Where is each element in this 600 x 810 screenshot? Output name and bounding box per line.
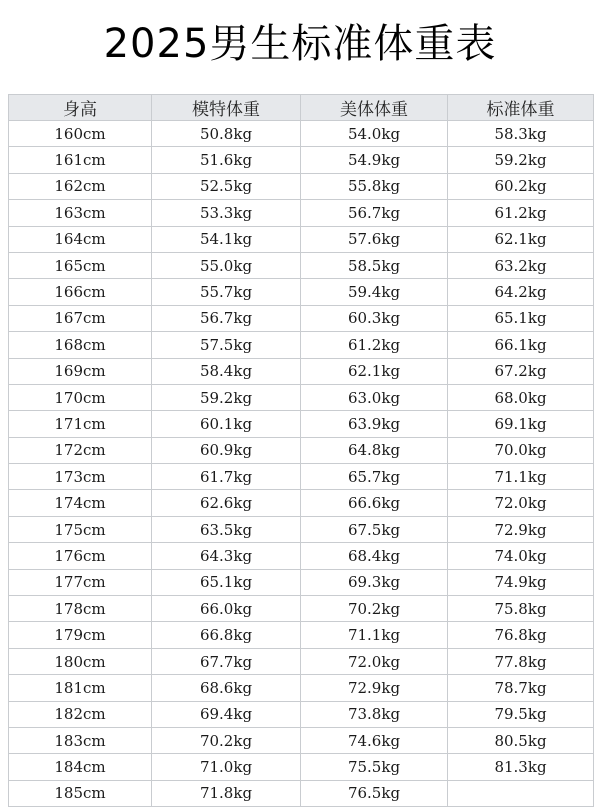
table-row <box>9 332 594 358</box>
height-cell: 183cm <box>9 727 152 753</box>
standard-weight-cell: 68.0kg <box>448 384 594 410</box>
fit-weight-cell: 64.8kg <box>301 437 448 463</box>
fit-weight-cell: 68.4kg <box>301 543 448 569</box>
header-model-weight: 模特体重 <box>152 95 301 121</box>
height-cell: 160cm <box>9 121 152 147</box>
standard-weight-cell: 66.1kg <box>448 332 594 358</box>
table-row <box>9 279 594 305</box>
fit-weight-cell: 62.1kg <box>301 358 448 384</box>
fit-weight-cell: 61.2kg <box>301 332 448 358</box>
table-row <box>9 490 594 516</box>
table-row <box>9 305 594 331</box>
model-weight-cell: 66.0kg <box>152 596 301 622</box>
table-row <box>9 543 594 569</box>
table-row <box>9 358 594 384</box>
fit-weight-cell: 66.6kg <box>301 490 448 516</box>
standard-weight-cell: 62.1kg <box>448 226 594 252</box>
standard-weight-cell: 75.8kg <box>448 596 594 622</box>
weight-table-container <box>8 94 593 807</box>
header-height: 身高 <box>9 95 152 121</box>
model-weight-cell: 60.1kg <box>152 411 301 437</box>
standard-weight-cell: 79.5kg <box>448 701 594 727</box>
header-standard-weight: 标准体重 <box>448 95 594 121</box>
height-cell: 181cm <box>9 675 152 701</box>
height-cell: 185cm <box>9 780 152 806</box>
fit-weight-cell: 58.5kg <box>301 252 448 278</box>
model-weight-cell: 58.4kg <box>152 358 301 384</box>
fit-weight-cell: 76.5kg <box>301 780 448 806</box>
height-cell: 168cm <box>9 332 152 358</box>
table-row <box>9 464 594 490</box>
model-weight-cell: 68.6kg <box>152 675 301 701</box>
table-row <box>9 226 594 252</box>
fit-weight-cell: 65.7kg <box>301 464 448 490</box>
standard-weight-cell: 74.0kg <box>448 543 594 569</box>
height-cell: 180cm <box>9 648 152 674</box>
height-cell: 161cm <box>9 147 152 173</box>
standard-weight-cell: 58.3kg <box>448 121 594 147</box>
model-weight-cell: 62.6kg <box>152 490 301 516</box>
height-cell: 165cm <box>9 252 152 278</box>
height-cell: 162cm <box>9 173 152 199</box>
model-weight-cell: 56.7kg <box>152 305 301 331</box>
height-cell: 163cm <box>9 200 152 226</box>
height-cell: 172cm <box>9 437 152 463</box>
standard-weight-cell: 63.2kg <box>448 252 594 278</box>
fit-weight-cell: 72.9kg <box>301 675 448 701</box>
fit-weight-cell: 56.7kg <box>301 200 448 226</box>
standard-weight-cell: 65.1kg <box>448 305 594 331</box>
weight-table <box>8 94 594 807</box>
model-weight-cell: 65.1kg <box>152 569 301 595</box>
height-cell: 169cm <box>9 358 152 384</box>
standard-weight-cell: 60.2kg <box>448 173 594 199</box>
table-row <box>9 596 594 622</box>
fit-weight-cell: 63.0kg <box>301 384 448 410</box>
height-cell: 166cm <box>9 279 152 305</box>
fit-weight-cell: 60.3kg <box>301 305 448 331</box>
table-row <box>9 701 594 727</box>
height-cell: 171cm <box>9 411 152 437</box>
height-cell: 178cm <box>9 596 152 622</box>
height-cell: 179cm <box>9 622 152 648</box>
fit-weight-cell: 69.3kg <box>301 569 448 595</box>
standard-weight-cell: 77.8kg <box>448 648 594 674</box>
fit-weight-cell: 54.9kg <box>301 147 448 173</box>
table-body <box>9 121 594 807</box>
standard-weight-cell: 72.9kg <box>448 516 594 542</box>
standard-weight-cell: 64.2kg <box>448 279 594 305</box>
height-cell: 177cm <box>9 569 152 595</box>
table-row <box>9 754 594 780</box>
fit-weight-cell: 63.9kg <box>301 411 448 437</box>
table-row <box>9 200 594 226</box>
fit-weight-cell: 73.8kg <box>301 701 448 727</box>
height-cell: 167cm <box>9 305 152 331</box>
fit-weight-cell: 75.5kg <box>301 754 448 780</box>
table-row <box>9 384 594 410</box>
height-cell: 184cm <box>9 754 152 780</box>
fit-weight-cell: 59.4kg <box>301 279 448 305</box>
standard-weight-cell: 72.0kg <box>448 490 594 516</box>
fit-weight-cell: 55.8kg <box>301 173 448 199</box>
standard-weight-cell: 67.2kg <box>448 358 594 384</box>
table-row <box>9 437 594 463</box>
standard-weight-cell <box>448 780 594 806</box>
height-cell: 173cm <box>9 464 152 490</box>
model-weight-cell: 64.3kg <box>152 543 301 569</box>
model-weight-cell: 50.8kg <box>152 121 301 147</box>
table-row <box>9 121 594 147</box>
model-weight-cell: 71.8kg <box>152 780 301 806</box>
height-cell: 176cm <box>9 543 152 569</box>
standard-weight-cell: 80.5kg <box>448 727 594 753</box>
fit-weight-cell: 57.6kg <box>301 226 448 252</box>
table-row <box>9 173 594 199</box>
model-weight-cell: 69.4kg <box>152 701 301 727</box>
standard-weight-cell: 71.1kg <box>448 464 594 490</box>
standard-weight-cell: 74.9kg <box>448 569 594 595</box>
standard-weight-cell: 70.0kg <box>448 437 594 463</box>
model-weight-cell: 59.2kg <box>152 384 301 410</box>
table-row <box>9 411 594 437</box>
table-row <box>9 675 594 701</box>
height-cell: 175cm <box>9 516 152 542</box>
table-row <box>9 622 594 648</box>
model-weight-cell: 51.6kg <box>152 147 301 173</box>
model-weight-cell: 71.0kg <box>152 754 301 780</box>
page-title: 2025男生标准体重表 <box>103 21 497 67</box>
model-weight-cell: 66.8kg <box>152 622 301 648</box>
table-row <box>9 727 594 753</box>
standard-weight-cell: 69.1kg <box>448 411 594 437</box>
table-row <box>9 252 594 278</box>
fit-weight-cell: 67.5kg <box>301 516 448 542</box>
height-cell: 182cm <box>9 701 152 727</box>
model-weight-cell: 53.3kg <box>152 200 301 226</box>
model-weight-cell: 57.5kg <box>152 332 301 358</box>
fit-weight-cell: 74.6kg <box>301 727 448 753</box>
table-row <box>9 780 594 806</box>
model-weight-cell: 67.7kg <box>152 648 301 674</box>
model-weight-cell: 55.0kg <box>152 252 301 278</box>
table-row <box>9 648 594 674</box>
height-cell: 164cm <box>9 226 152 252</box>
model-weight-cell: 54.1kg <box>152 226 301 252</box>
standard-weight-cell: 59.2kg <box>448 147 594 173</box>
model-weight-cell: 52.5kg <box>152 173 301 199</box>
fit-weight-cell: 54.0kg <box>301 121 448 147</box>
model-weight-cell: 70.2kg <box>152 727 301 753</box>
table-row <box>9 569 594 595</box>
fit-weight-cell: 70.2kg <box>301 596 448 622</box>
table-row <box>9 516 594 542</box>
standard-weight-cell: 81.3kg <box>448 754 594 780</box>
standard-weight-cell: 61.2kg <box>448 200 594 226</box>
height-cell: 170cm <box>9 384 152 410</box>
model-weight-cell: 61.7kg <box>152 464 301 490</box>
standard-weight-cell: 78.7kg <box>448 675 594 701</box>
fit-weight-cell: 71.1kg <box>301 622 448 648</box>
standard-weight-cell: 76.8kg <box>448 622 594 648</box>
fit-weight-cell: 72.0kg <box>301 648 448 674</box>
table-header-row <box>9 95 594 121</box>
model-weight-cell: 63.5kg <box>152 516 301 542</box>
height-cell: 174cm <box>9 490 152 516</box>
model-weight-cell: 60.9kg <box>152 437 301 463</box>
model-weight-cell: 55.7kg <box>152 279 301 305</box>
table-row <box>9 147 594 173</box>
header-fit-weight: 美体体重 <box>301 95 448 121</box>
